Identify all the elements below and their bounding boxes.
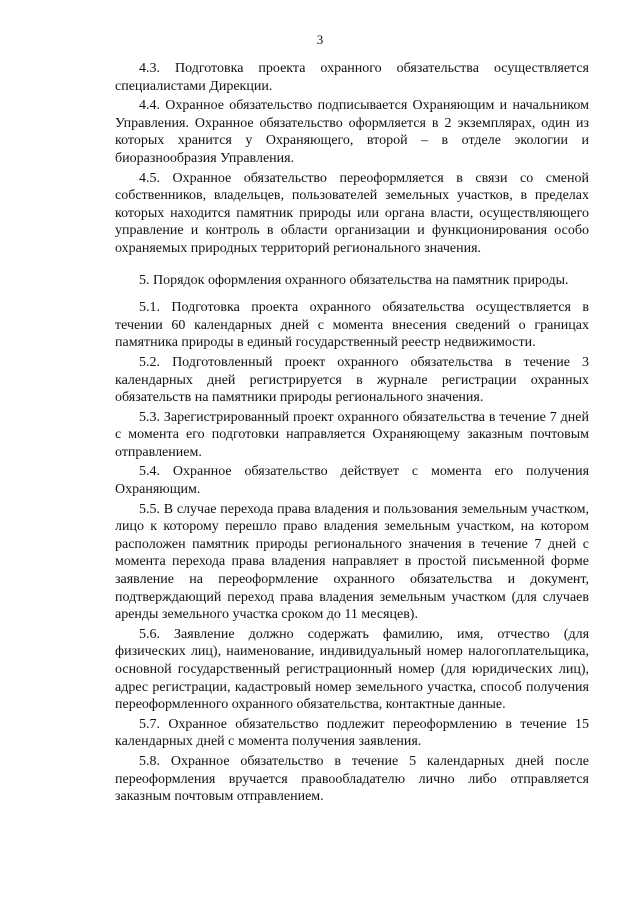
paragraph-text: Охранное обязательство подписывается Охраняющим и начальником Управления. Охранное обязательство оформляется в 2 экземплярах, один из которых хранится у Охраняющего, второй – в отделе экологии и биоразнообразия Управления. [115, 98, 590, 166]
paragraph-5-1 [115, 299, 589, 352]
paragraph-text: Охранное обязательство действует с момента его получения Охраняющим. [115, 464, 590, 498]
page-number: 3 [316, 32, 324, 47]
paragraph-text: Подготовка проекта охранного обязательства осуществляется специалистами Дирекции. [115, 61, 589, 94]
paragraph-number: 4.4. [139, 98, 160, 114]
document-body [115, 60, 589, 808]
paragraph-4-5 [115, 170, 589, 258]
paragraph-5-8 [115, 753, 589, 806]
paragraph-number: 5.5. [139, 501, 160, 517]
paragraph-text: Подготовка проекта охранного обязательства осуществляется в течении 60 календарных дней с момента внесения сведений о границах памятника природы в единый государственный реестр недвижимости. [115, 300, 589, 351]
paragraph-text: Подготовленный проект охранного обязательства в течение 3 календарных дней регистрируется в журнале регистрации охранных обязательств на памятники природы регионального значения. [115, 354, 590, 406]
paragraph-number: 5.2. [139, 354, 160, 370]
paragraph-5-3 [115, 409, 589, 462]
section-heading: 5. Порядок оформления охранного обязательства на памятник природы. [139, 272, 569, 288]
paragraph-4-3 [115, 60, 589, 95]
paragraph-number: 4.5. [139, 170, 160, 186]
paragraph-5-4 [115, 463, 589, 498]
paragraph-5-2 [115, 354, 589, 407]
paragraph-text: Зарегистрированный проект охранного обязательства в течение 7 дней с момента его подготовки направляется Охраняющему заказным почтовым отправлением. [115, 409, 590, 460]
paragraph-number: 5.7. [139, 716, 160, 732]
paragraph-text: Охранное обязательство в течение 5 календарных дней после переоформления вручается правообладателю лично либо отправляется заказным почтовым отправлением. [115, 753, 589, 805]
paragraph-5-7 [115, 716, 589, 751]
paragraph-number: 5.3. [139, 409, 160, 425]
paragraph-number: 5.1. [139, 300, 160, 316]
paragraph-number: 5.8. [139, 753, 160, 769]
paragraph-text: В случае перехода права владения и пользования земельным участком, лицо к которому перешло право владения земельным участком, на котором расположен памятник природы регионального значения в течение 7 дней с момента перехода права владения направляет в простой письменной форме заявление на переоформление охранного обязательства и документ, подтверждающий переход права владения земельным участком (для случаев аренды земельного участка сроком до 11 месяцев). [115, 501, 589, 623]
paragraph-number: 4.3. [139, 61, 160, 76]
paragraph-number: 5.6. [139, 626, 160, 642]
paragraph-text: Охранное обязательство подлежит переоформлению в течение 15 календарных дней с момента получения заявления. [115, 716, 589, 750]
paragraph-5-5 [115, 501, 589, 624]
paragraph-text: Заявление должно содержать фамилию, имя, отчество (для физических лиц), наименование, индивидуальный номер налогоплательщика, основной государственный регистрационный номер (для юридических лиц), адрес регистрации, кадастровый номер земельного участка, способ получения переоформленного охранного обязательства, контактные данные. [115, 626, 590, 713]
paragraph-5-6 [115, 626, 589, 714]
paragraph-number: 5.4. [139, 464, 160, 480]
paragraph-text: Охранное обязательство переоформляется в связи со сменой собственников, владельцев, пользователей земельных участков, в пределах которых находится памятник природы или органа власти, осуществляющего управление и контроль в области организации и функционирования особо охраняемых природных территорий регионального значения. [115, 170, 590, 256]
paragraph-4-4 [115, 97, 589, 167]
